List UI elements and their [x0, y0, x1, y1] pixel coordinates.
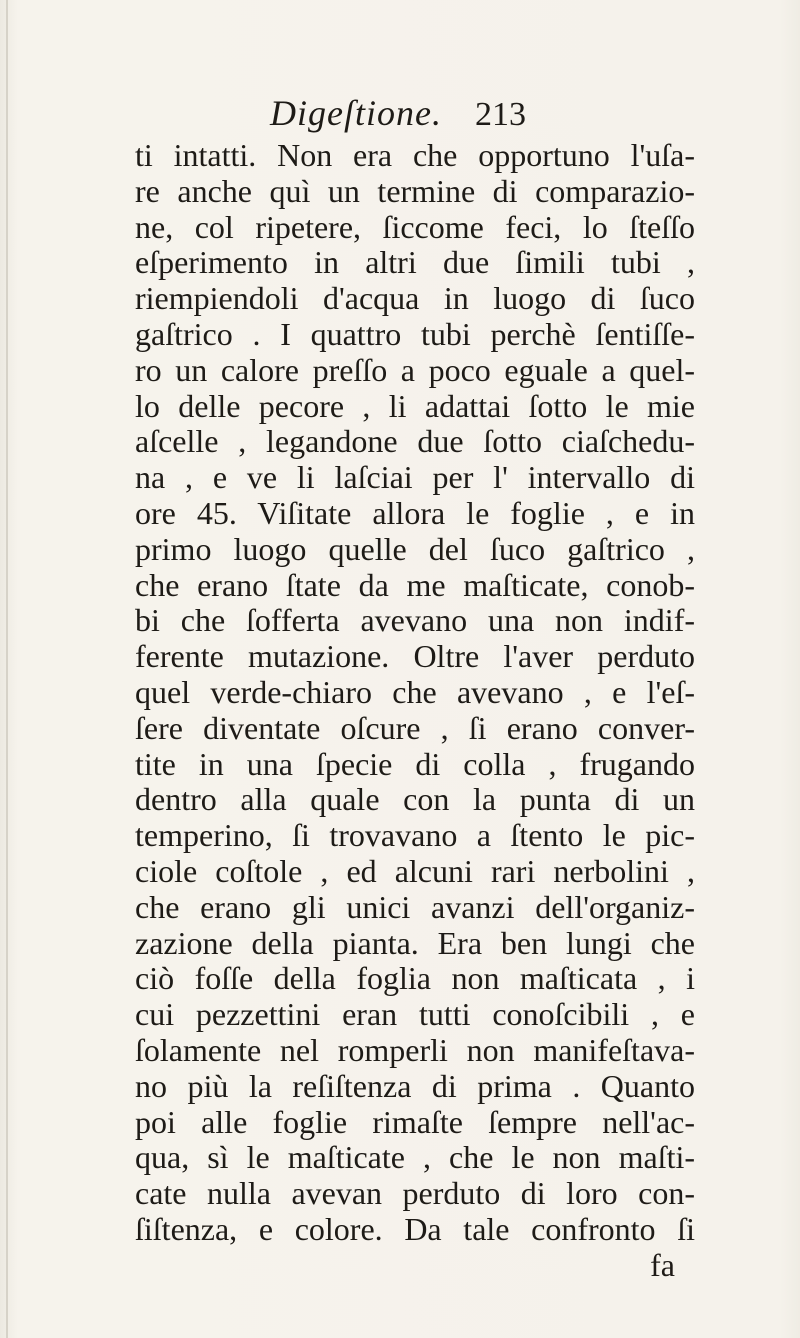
text-line: ſere diventate oſcure , ſi erano conver- [135, 709, 695, 746]
text-line: ne, col ripetere, ſiccome feci, lo ſteſſo [135, 208, 695, 245]
page-number: 213 [475, 96, 526, 133]
catchword: fa [650, 1246, 675, 1283]
body-text [135, 138, 695, 1284]
text-line: ſolamente nel romperli non manifeſtava- [135, 1031, 695, 1068]
text-line: bi che ſofferta avevano una non indif- [135, 602, 695, 639]
text-line: ciò foſſe della foglia non maſticata , i [135, 960, 695, 997]
text-line: eſperimento in altri due ſimili tubi , [135, 244, 695, 281]
text-line: che erano ſtate da me maſticate, conob- [135, 566, 695, 603]
text-line: quel verde-chiaro che avevano , e l'eſ- [135, 673, 695, 710]
text-line: ro un calore preſſo a poco eguale a quel- [135, 351, 695, 388]
text-line: ciole coſtole , ed alcuni rari nerbolini , [135, 852, 695, 889]
text-line: ferente mutazione. Oltre l'aver perduto [135, 638, 695, 675]
running-title: Digeſtione. [270, 93, 442, 133]
text-line: dentro alla quale con la punta di un [135, 781, 695, 818]
text-line: aſcelle , legandone due ſotto ciaſchedu- [135, 423, 695, 460]
text-line: ſiſtenza, e colore. Da tale confronto ſi [135, 1210, 695, 1247]
text-line: che erano gli unici avanzi dell'organiz- [135, 888, 695, 925]
text-line: ore 45. Viſitate allora le foglie , e in [135, 494, 695, 531]
text-line: gaſtrico . I quattro tubi perchè ſentiſſe- [135, 315, 695, 352]
text-line: ti intatti. Non era che opportuno l'uſa- [135, 137, 695, 173]
text-line: primo luogo quelle del ſuco gaſtrico , [135, 530, 695, 567]
text-line: qua, sì le maſticate , che le non maſti- [135, 1139, 695, 1176]
text-line: no più la reſiſtenza di prima . Quanto [135, 1067, 695, 1104]
binding-gutter [6, 0, 8, 1338]
text-line: zazione della pianta. Era ben lungi che [135, 924, 695, 961]
text-line: cate nulla avevan perduto di loro con- [135, 1175, 695, 1212]
text-line: lo delle pecore , li adattai ſotto le mie [135, 387, 695, 424]
text-line: temperino, ſi trovavano a ſtento le pic- [135, 817, 695, 854]
page-header [0, 92, 800, 142]
text-line: re anche quì un termine di comparazio- [135, 172, 695, 209]
text-line: riempiendoli d'acqua in luogo di ſuco [135, 280, 695, 317]
text-line: poi alle foglie rimaſte ſempre nell'ac- [135, 1103, 695, 1140]
text-line: tite in una ſpecie di colla , frugando [135, 745, 695, 782]
text-line: na , e ve li laſciai per l' intervallo di [135, 459, 695, 496]
text-line: cui pezzettini eran tutti conoſcibili , e [135, 996, 695, 1033]
